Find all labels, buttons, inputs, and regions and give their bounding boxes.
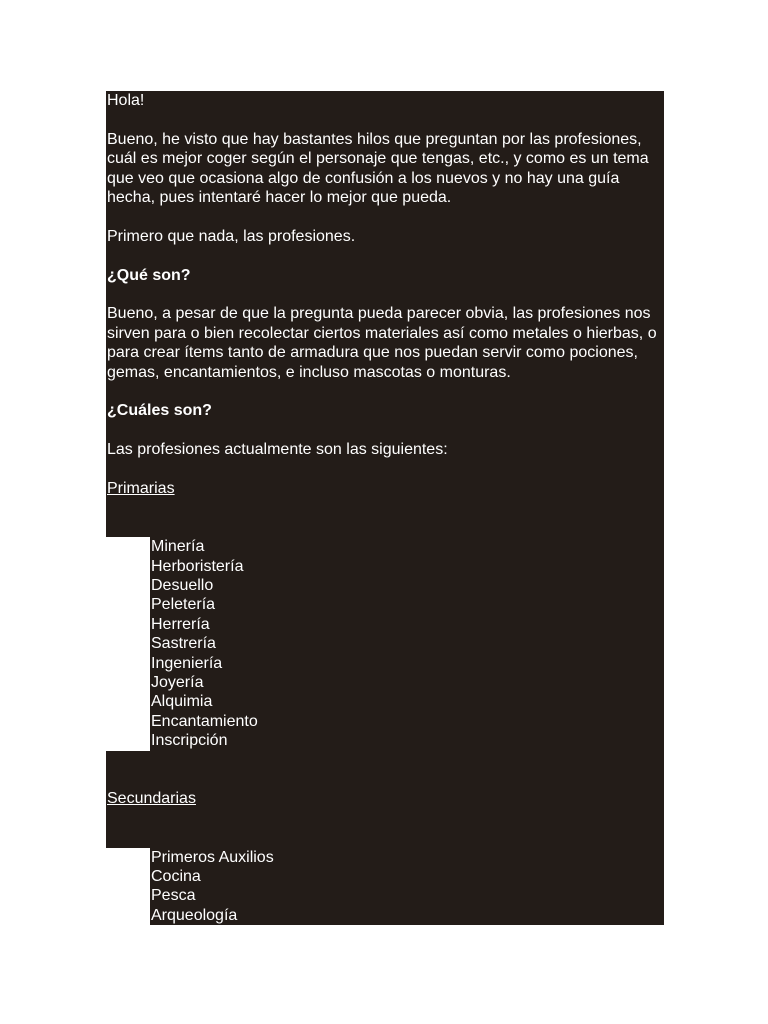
primary-list-item: Minería [151,538,205,556]
post-header-block [106,91,664,537]
primary-section-title: Primarias [107,480,175,498]
primary-list-item: Herrería [151,615,210,633]
secondary-list-item: Primeros Auxilios [151,848,274,866]
primary-list-item: Inscripción [151,732,228,750]
spacer [107,382,662,401]
spacer [107,809,662,828]
question-which-paragraph: Las profesiones actualmente son las siguientes: [107,441,448,459]
greeting-text: Hola! [107,92,145,109]
primary-list-item: Joyería [151,674,204,692]
secondary-section-title: Secundarias [107,790,196,808]
spacer [107,498,662,517]
secondary-header-block [106,751,664,848]
forum-post [106,91,664,925]
spacer [107,460,662,479]
spacer [107,751,662,770]
question-what-paragraph: Bueno, a pesar de que la pregunta pueda parecer obvia, las profesiones nos sirven para o bien recolectar ciertos materiales así como metales o hierbas, o para crear ítems tanto de armadura que nos puedan servir como pociones, gemas, encantamientos, e incluso mascotas o monturas. [107,305,657,381]
primary-list-item: Desuello [151,577,214,595]
primary-list-item: Sastrería [151,635,216,653]
secondary-list-wrapper [106,848,664,926]
question-which-heading: ¿Cuáles son? [107,402,212,420]
list-indent [106,848,150,926]
intro-paragraph: Bueno, he visto que hay bastantes hilos que preguntan por las profesiones, cuál es mejor coger según el personaje que tengas, etc., y como es un tema que veo que ocasiona algo de confusión a los nuevos y no hay una guía hecha, pues intentaré hacer lo mejor que pueda. [107,130,649,207]
secondary-list-item: Pesca [151,887,196,905]
spacer [107,110,662,129]
primary-list-item: Peletería [151,596,216,614]
secondary-list-item: Arqueología [151,906,238,924]
spacer [107,246,662,265]
primary-list-item: Encantamiento [151,712,258,730]
spacer [107,828,662,847]
primary-list-wrapper [106,537,664,750]
list-indent [106,537,150,750]
spacer [107,285,662,304]
primary-list-item: Alquimia [151,693,213,711]
spacer [107,518,662,537]
first-line-text: Primero que nada, las profesiones. [107,227,356,245]
spacer [107,207,662,226]
secondary-list-item: Cocina [151,868,201,886]
primary-professions-list [150,537,664,750]
primary-list-item: Ingeniería [151,654,223,672]
spacer [107,421,662,440]
spacer [107,770,662,789]
primary-list-item: Herboristería [151,557,244,575]
question-what-heading: ¿Qué son? [107,266,191,284]
secondary-professions-list [150,848,664,926]
